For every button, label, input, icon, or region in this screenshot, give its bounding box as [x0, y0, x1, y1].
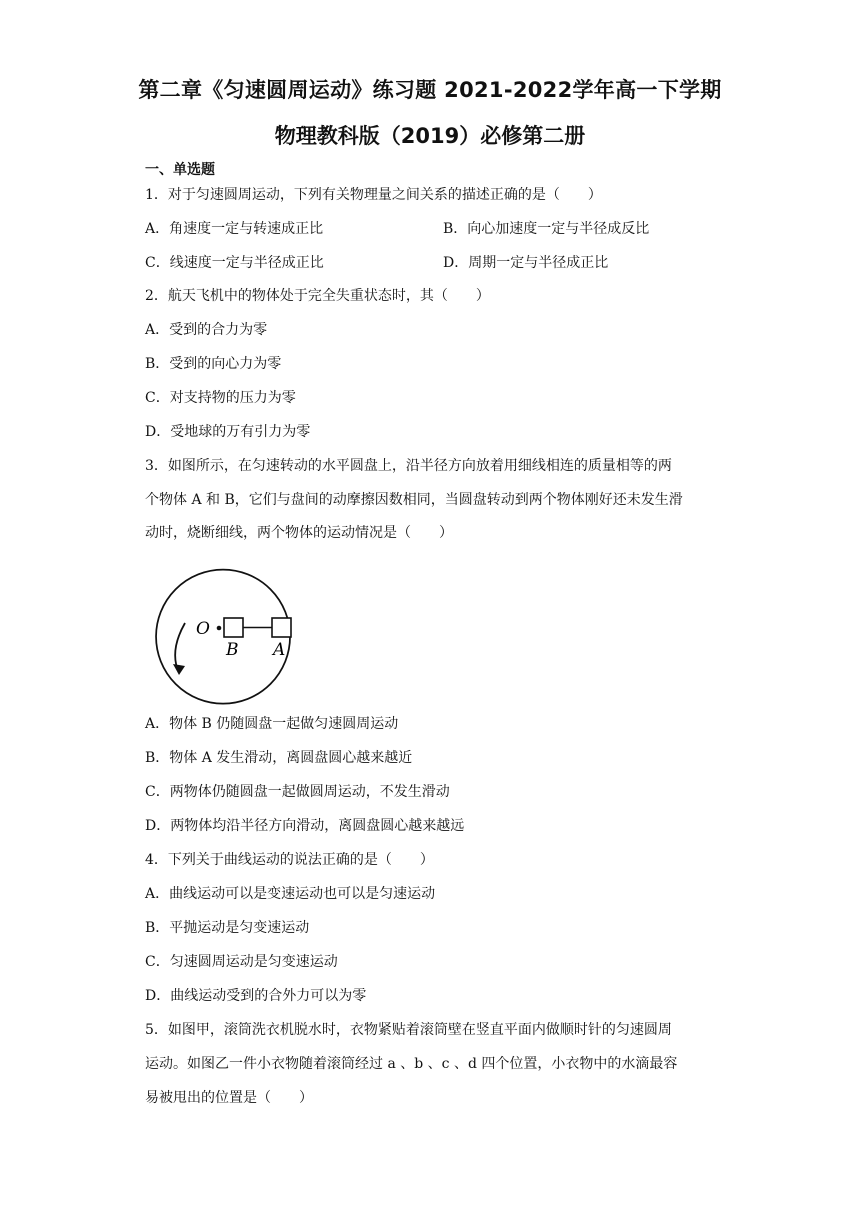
question-3-option-d: D．两物体均沿半径方向滑动，离圆盘圆心越来越远	[145, 818, 465, 834]
question-1-option-c: C．线速度一定与半径成正比	[145, 255, 324, 271]
question-2-option-b: B．受到的向心力为零	[145, 356, 282, 372]
label-b: B	[226, 640, 239, 660]
question-3-stem-line1: 3．如图所示，在匀速转动的水平圆盘上，沿半径方向放着用细线相连的质量相等的两	[145, 458, 672, 474]
question-3-option-c: C．两物体仍随圆盘一起做圆周运动，不发生滑动	[145, 784, 450, 800]
question-1-option-d: D．周期一定与半径成正比	[443, 255, 609, 271]
question-4-option-a: A．曲线运动可以是变速运动也可以是匀速运动	[145, 886, 436, 902]
block-a	[272, 618, 291, 637]
disc-circle	[156, 570, 290, 704]
question-5-stem-line2: 运动。如图乙一件小衣物随着滚筒经过 a 、b 、c 、d 四个位置，小衣物中的水滴最容	[145, 1056, 678, 1072]
question-4-option-b: B．平抛运动是匀变速运动	[145, 920, 310, 936]
question-4-option-c: C．匀速圆周运动是匀变速运动	[145, 954, 338, 970]
question-2-option-d: D．受地球的万有引力为零	[145, 424, 311, 440]
question-1-option-b: B．向心加速度一定与半径成反比	[443, 221, 650, 237]
question-3-option-a: A．物体 B 仍随圆盘一起做匀速圆周运动	[145, 716, 399, 732]
question-3-stem-line3: 动时，烧断细线，两个物体的运动情况是（ ）	[145, 525, 453, 541]
question-5-stem-line3: 易被甩出的位置是（ ）	[145, 1090, 313, 1106]
label-a: A	[273, 640, 286, 660]
question-4-stem: 4．下列关于曲线运动的说法正确的是（ ）	[145, 852, 434, 868]
question-3-option-b: B．物体 A 发生滑动，离圆盘圆心越来越近	[145, 750, 413, 766]
question-2-stem: 2．航天飞机中的物体处于完全失重状态时，其（ ）	[145, 288, 490, 304]
question-2-option-a: A．受到的合力为零	[145, 322, 268, 338]
question-4-option-d: D．曲线运动受到的合外力可以为零	[145, 988, 367, 1004]
question-5-stem-line1: 5．如图甲，滚筒洗衣机脱水时，衣物紧贴着滚筒壁在竖直平面内做顺时针的匀速圆周	[145, 1022, 672, 1038]
question-1-option-a: A．角速度一定与转速成正比	[145, 221, 324, 237]
section-heading: 一、单选题	[145, 162, 215, 178]
center-point	[217, 626, 222, 631]
block-b	[224, 618, 243, 637]
question-2-option-c: C．对支持物的压力为零	[145, 390, 296, 406]
question-1-stem: 1．对于匀速圆周运动，下列有关物理量之间关系的描述正确的是（ ）	[145, 187, 602, 203]
rotating-disc-figure	[143, 567, 308, 707]
document-title-line2: 物理教科版（2019）必修第二册	[274, 124, 586, 148]
document-title-line1: 第二章《匀速圆周运动》练习题 2021-2022学年高一下学期	[138, 78, 722, 102]
label-o: O	[196, 619, 210, 639]
arrowhead-icon	[173, 664, 185, 675]
question-3-stem-line2: 个物体 A 和 B，它们与盘间的动摩擦因数相同，当圆盘转动到两个物体刚好还未发生滑	[145, 492, 683, 508]
